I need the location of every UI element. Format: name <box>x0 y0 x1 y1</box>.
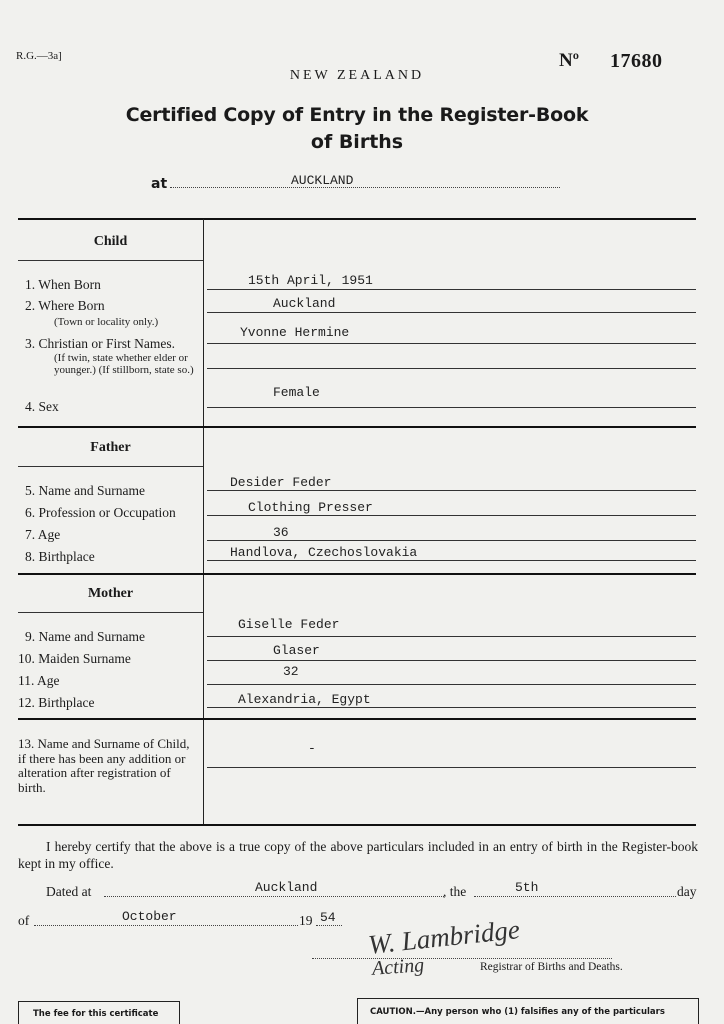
when-born-label: 1. When Born <box>25 277 101 292</box>
dated-at-label: Dated at <box>46 884 92 899</box>
christian-names-value: Yvonne Hermine <box>240 325 350 340</box>
where-born-label: 2. Where Born <box>25 298 105 313</box>
table-top-rule <box>18 218 696 220</box>
registration-place: AUCKLAND <box>291 173 354 188</box>
alteration-value: - <box>308 741 316 756</box>
registrar-label: Registrar of Births and Deaths. <box>480 961 623 973</box>
mother-section-rule <box>18 718 696 720</box>
certificate-number: 17680 <box>610 50 663 72</box>
year-value: 54 <box>320 910 336 925</box>
christian-names-label: 3. Christian or First Names. <box>25 336 175 351</box>
of-label: of <box>18 913 30 928</box>
mother-name-label: 9. Name and Surname <box>25 629 145 644</box>
father-age-label: 7. Age <box>25 527 61 542</box>
fee-box-text: The fee for this certificate <box>33 1009 159 1019</box>
column-divider <box>203 219 204 825</box>
mother-maiden-value: Glaser <box>273 643 320 658</box>
father-occupation-value: Clothing Presser <box>248 500 373 515</box>
father-occupation-label: 6. Profession or Occupation <box>25 505 176 520</box>
sex-label: 4. Sex <box>25 399 59 414</box>
caution-box-text: CAUTION.—Any person who (1) falsifies any of the particulars <box>370 1007 665 1017</box>
child-heading-rule <box>18 260 203 261</box>
mother-birthplace-label: 12. Birthplace <box>18 695 95 710</box>
table-bottom-rule <box>18 824 696 826</box>
day-label: day <box>677 884 697 899</box>
form-code: R.G.—3a] <box>16 50 62 62</box>
child-section-rule <box>18 426 696 428</box>
caution-box <box>357 998 699 1024</box>
father-name-value: Desider Feder <box>230 475 332 490</box>
mother-name-value: Giselle Feder <box>238 617 340 632</box>
certificate-number-label: Nº <box>559 50 579 71</box>
the-label: , the <box>443 884 467 899</box>
where-born-value: Auckland <box>273 296 336 311</box>
mother-heading: Mother <box>87 586 134 601</box>
father-birthplace-value: Handlova, Czechoslovakia <box>230 545 418 560</box>
day-value: 5th <box>515 880 539 895</box>
alteration-label: 13. Name and Surname of Child, if there has been any addition or alteration after registration of birth. <box>18 736 190 795</box>
month-value: October <box>122 909 177 924</box>
registrar-signature: W. Lambridge <box>366 914 522 960</box>
fee-box <box>18 1001 180 1024</box>
mother-maiden-label: 10. Maiden Surname <box>18 651 131 666</box>
father-name-label: 5. Name and Surname <box>25 483 145 498</box>
mother-age-value: 32 <box>283 664 299 679</box>
document-subtitle: of Births <box>310 131 404 153</box>
where-born-note: (Town or locality only.) <box>54 316 159 328</box>
father-heading: Father <box>90 440 131 455</box>
certification-statement: I hereby certify that the above is a true copy of the above particulars included in an entry of birth in the Register-book kept in my office. <box>18 839 698 871</box>
country-heading: NEW ZEALAND <box>289 68 425 83</box>
document-title: Certified Copy of Entry in the Register-Book <box>125 104 589 126</box>
when-born-value: 15th April, 1951 <box>248 273 373 288</box>
father-section-rule <box>18 573 696 575</box>
father-heading-rule <box>18 466 203 467</box>
at-label: at <box>151 176 168 192</box>
christian-names-note: (If twin, state whether elder or younger.) (If stillborn, state so.) <box>54 352 194 376</box>
mother-birthplace-value: Alexandria, Egypt <box>238 692 371 707</box>
place-dotted-line <box>170 187 560 188</box>
child-heading: Child <box>93 234 128 249</box>
acting-annotation: Acting <box>371 954 425 980</box>
year-prefix: 19 <box>299 913 313 928</box>
father-age-value: 36 <box>273 525 289 540</box>
mother-age-label: 11. Age <box>18 673 60 688</box>
dated-at-value: Auckland <box>255 880 318 895</box>
father-birthplace-label: 8. Birthplace <box>25 549 95 564</box>
mother-heading-rule <box>18 612 203 613</box>
sex-value: Female <box>273 385 320 400</box>
